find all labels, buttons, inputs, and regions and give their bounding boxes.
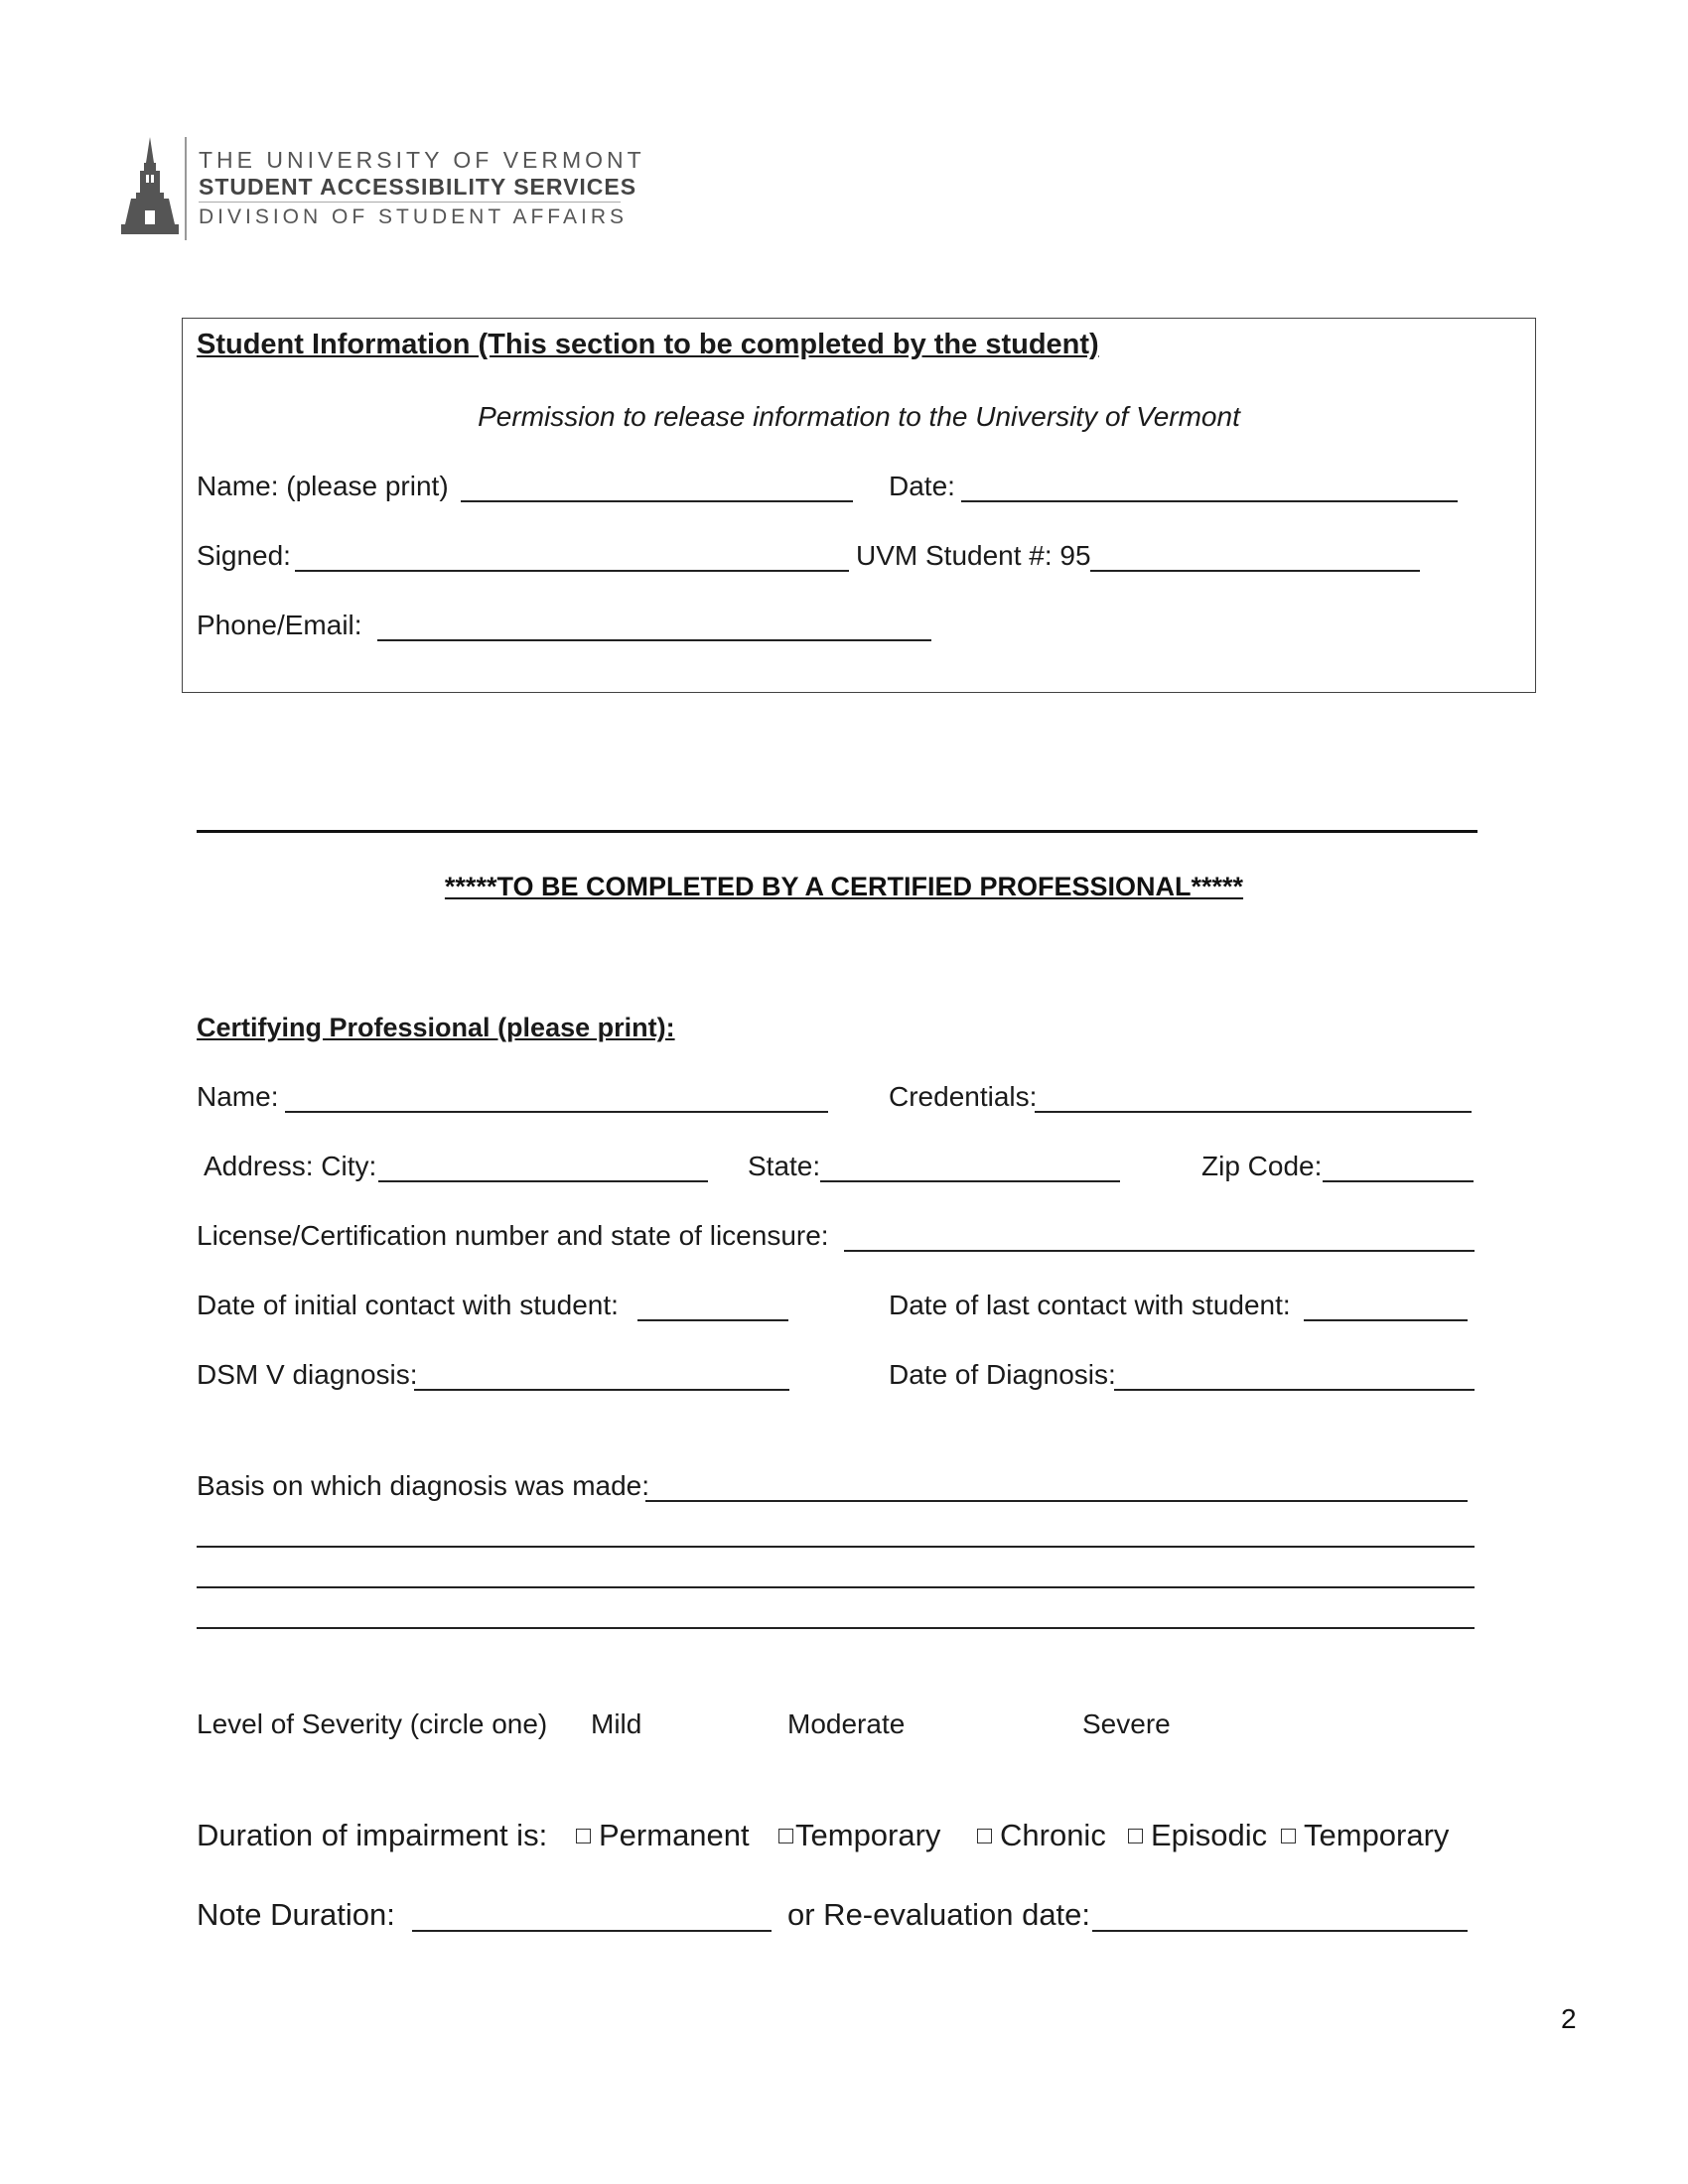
note-duration-label: Note Duration: <box>197 1897 395 1932</box>
student-name-label: Name: (please print) <box>197 471 449 501</box>
dsm-diagnosis-label: DSM V diagnosis: <box>197 1359 418 1390</box>
checkbox-icon[interactable] <box>778 1829 793 1843</box>
severity-option-severe[interactable]: Severe <box>1082 1708 1171 1739</box>
basis-label: Basis on which diagnosis was made: <box>197 1470 650 1501</box>
city-field[interactable] <box>378 1180 708 1182</box>
severity-option-mild[interactable]: Mild <box>591 1708 642 1739</box>
duration-label: Duration of impairment is: <box>197 1818 548 1852</box>
student-section-title: Student Information (This section to be completed by the student) <box>197 329 1099 360</box>
professional-banner: *****TO BE COMPLETED BY A CERTIFIED PROFESSIONAL***** <box>444 872 1244 901</box>
basis-field-line-4[interactable] <box>197 1627 1475 1629</box>
basis-field-line-2[interactable] <box>197 1546 1475 1548</box>
checkbox-icon[interactable] <box>1128 1829 1143 1843</box>
diagnosis-date-label: Date of Diagnosis: <box>889 1359 1116 1390</box>
last-contact-label: Date of last contact with student: <box>889 1290 1291 1320</box>
student-info-box <box>182 318 1536 693</box>
certifying-professional-heading: Certifying Professional (please print): <box>197 1013 675 1042</box>
permission-statement: Permission to release information to the University of Vermont <box>478 401 1240 432</box>
student-date-label: Date: <box>889 471 955 501</box>
duration-option-temporary-2[interactable]: Temporary <box>1281 1817 1449 1854</box>
logo-university-name: THE UNIVERSITY OF VERMONT <box>199 147 645 173</box>
student-number-field[interactable] <box>1090 570 1420 572</box>
signed-label: Signed: <box>197 540 291 571</box>
student-name-field[interactable] <box>461 500 853 502</box>
reevaluation-field[interactable] <box>1092 1930 1468 1932</box>
basis-field-line-3[interactable] <box>197 1586 1475 1588</box>
credentials-label: Credentials: <box>889 1081 1038 1112</box>
section-divider <box>197 830 1477 833</box>
duration-option-permanent[interactable]: Permanent <box>576 1817 750 1854</box>
credentials-field[interactable] <box>1035 1111 1472 1113</box>
logo-divider <box>185 137 187 240</box>
checkbox-icon[interactable] <box>1281 1829 1296 1843</box>
zip-label: Zip Code: <box>1201 1151 1323 1181</box>
duration-option-chronic[interactable]: Chronic <box>977 1817 1106 1854</box>
logo-separator <box>199 202 621 203</box>
phone-email-field[interactable] <box>377 639 931 641</box>
state-label: State: <box>748 1151 821 1181</box>
checkbox-icon[interactable] <box>977 1829 992 1843</box>
state-field[interactable] <box>820 1180 1120 1182</box>
logo-department-name: STUDENT ACCESSIBILITY SERVICES <box>199 174 637 200</box>
license-field[interactable] <box>844 1250 1475 1252</box>
initial-contact-field[interactable] <box>637 1319 788 1321</box>
duration-option-episodic[interactable]: Episodic <box>1128 1817 1267 1854</box>
professional-name-label: Name: <box>197 1081 279 1112</box>
student-date-field[interactable] <box>961 500 1458 502</box>
zip-field[interactable] <box>1323 1180 1474 1182</box>
signature-field[interactable] <box>295 570 849 572</box>
logo-division-name: DIVISION OF STUDENT AFFAIRS <box>199 205 628 228</box>
basis-field-line-1[interactable] <box>645 1500 1468 1502</box>
severity-label: Level of Severity (circle one) <box>197 1708 548 1739</box>
note-duration-field[interactable] <box>412 1930 772 1932</box>
license-label: License/Certification number and state of licensure: <box>197 1220 829 1251</box>
dsm-diagnosis-field[interactable] <box>414 1389 789 1391</box>
uvm-tower-logo-icon <box>119 135 181 236</box>
reevaluation-label: or Re-evaluation date: <box>787 1897 1091 1932</box>
professional-name-field[interactable] <box>285 1111 828 1113</box>
severity-option-moderate[interactable]: Moderate <box>787 1708 906 1739</box>
initial-contact-label: Date of initial contact with student: <box>197 1290 619 1320</box>
duration-option-temporary[interactable]: Temporary <box>778 1817 940 1854</box>
last-contact-field[interactable] <box>1304 1319 1468 1321</box>
page-number: 2 <box>1561 2003 1577 2034</box>
checkbox-icon[interactable] <box>576 1829 591 1843</box>
student-number-label: UVM Student #: 95 <box>856 540 1091 571</box>
diagnosis-date-field[interactable] <box>1114 1389 1475 1391</box>
phone-email-label: Phone/Email: <box>197 610 362 640</box>
city-label: Address: City: <box>204 1151 377 1181</box>
